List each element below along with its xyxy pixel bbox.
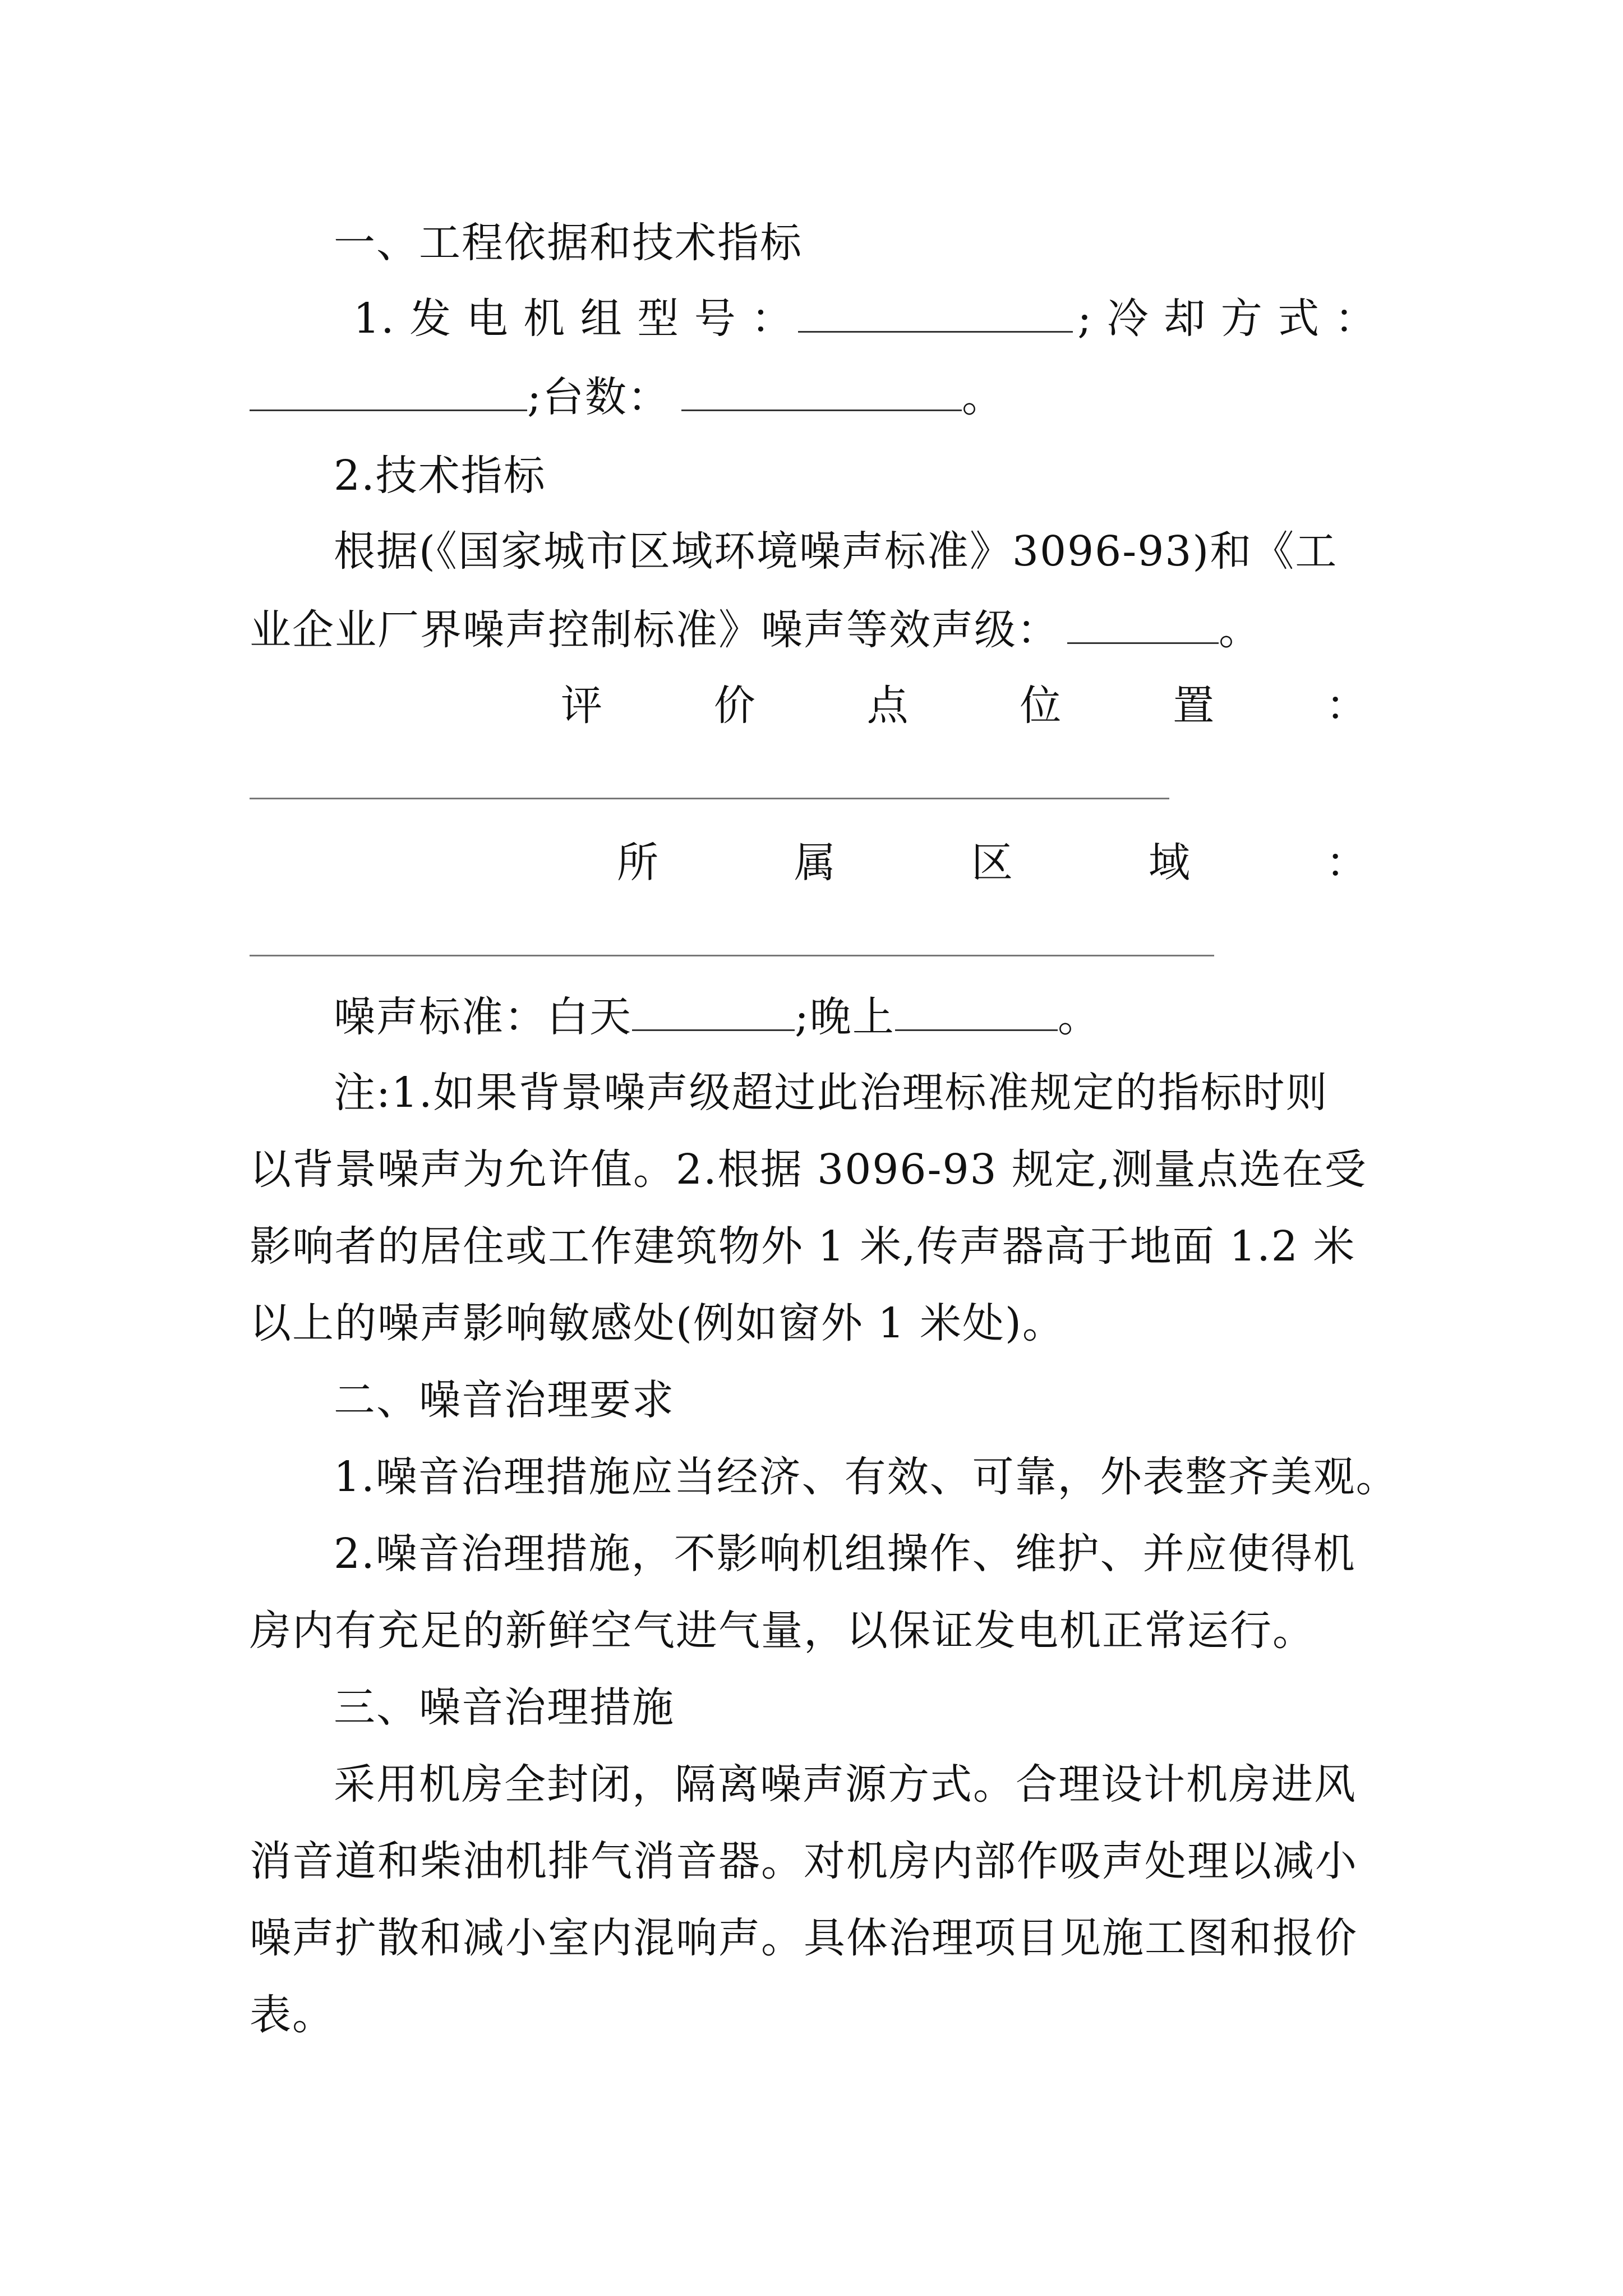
note-line-3: 影响者的居住或工作建筑物外 1 米,传声器高于地面 1.2 米 (250, 1222, 1356, 1271)
requirement-item-2-line-1: 2.噪音治理措施，不影响机组操作、维护、并应使得机 (334, 1530, 1356, 1578)
section-1-heading: 一、工程依据和技术指标 (334, 219, 803, 267)
basis-line-2-end: 。 (1219, 606, 1261, 654)
night-blank (895, 992, 1058, 1031)
cooling-method-blank (250, 372, 527, 411)
generator-model-label: 1. 发 电 机 组 型 号 ： (353, 295, 794, 343)
region-char-1: 所 (617, 839, 660, 887)
region-char-3: 区 (971, 839, 1014, 887)
evaluation-point-blank (250, 798, 1169, 799)
eval-char-1: 评 (561, 682, 603, 730)
basis-line-2-text: 业企业厂界噪声控制标准》噪声等效声级： (250, 606, 1059, 654)
measures-line-2: 消音道和柴油机排气消音器。对机房内部作吸声处理以减小 (250, 1837, 1358, 1885)
requirement-item-1: 1.噪音治理措施应当经济、有效、可靠，外表整齐美观。 (334, 1453, 1399, 1501)
unit-count-blank (681, 372, 962, 411)
basis-line-2 (250, 603, 1388, 657)
evaluation-point-line (561, 679, 1368, 733)
section-3-heading: 三、噪音治理措施 (334, 1683, 675, 1732)
unit-count-line (250, 370, 1388, 424)
equivalent-level-blank (1067, 605, 1219, 644)
region-line (617, 836, 1368, 890)
region-char-4: 域 (1149, 839, 1191, 887)
eval-char-2: 价 (713, 682, 757, 730)
eval-char-6: ： (1325, 682, 1368, 730)
unit-count-end: 。 (961, 373, 1004, 421)
region-char-2: 属 (794, 839, 837, 887)
measures-line-1: 采用机房全封闭，隔离噪声源方式。合理设计机房进风 (334, 1760, 1357, 1809)
basis-line-1: 根据(《国家城市区域环境噪声标准》3096-93)和《工 (334, 527, 1338, 576)
region-blank (250, 955, 1214, 956)
generator-model-line (353, 292, 1388, 346)
generator-model-blank (798, 294, 1073, 333)
eval-char-3: 点 (866, 682, 910, 730)
region-char-5: ： (1326, 839, 1368, 887)
note-line-1: 注:1.如果背景噪声级超过此治理标准规定的指标时则 (334, 1069, 1329, 1117)
daytime-blank (632, 992, 795, 1031)
noise-standard-label: 噪声标准：白天 (334, 993, 632, 1041)
cooling-method-label: ; 冷 却 方 式 ： (1077, 295, 1377, 343)
note-line-4: 以上的噪声影响敏感处(例如窗外 1 米处)。 (250, 1299, 1065, 1347)
note-line-2: 以背景噪声为允许值。2.根据 3096-93 规定,测量点选在受 (250, 1145, 1367, 1194)
eval-char-4: 位 (1020, 682, 1063, 730)
measures-line-4: 表。 (250, 1991, 335, 2039)
technical-index-heading: 2.技术指标 (334, 452, 546, 500)
night-label: ;晚上 (795, 993, 895, 1041)
section-2-heading: 二、噪音治理要求 (334, 1376, 675, 1424)
measures-line-3: 噪声扩散和减小室内混响声。具体治理项目见施工图和报价 (250, 1914, 1358, 1962)
unit-count-label: ;台数： (527, 373, 670, 421)
eval-char-5: 置 (1173, 682, 1216, 730)
noise-standard-end: 。 (1057, 993, 1100, 1041)
noise-standard-line (334, 990, 1388, 1044)
requirement-item-2-line-2: 房内有充足的新鲜空气进气量，以保证发电机正常运行。 (250, 1607, 1315, 1655)
